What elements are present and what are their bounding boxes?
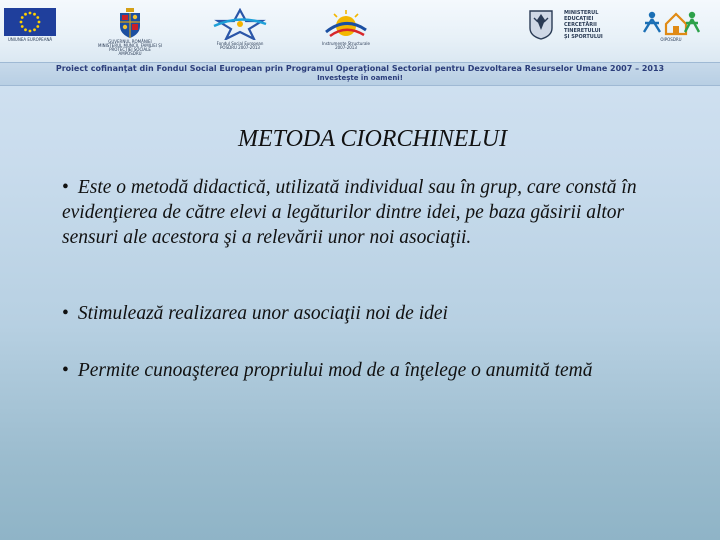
government-logo — [98, 8, 162, 56]
project-banner — [0, 62, 720, 86]
bullet-text: Este o metodă didactică, utilizată individual sau în grup, care constă în evidenţierea de către elevi a legăturilor dintre idei, pe baza găsirii altor sensuri ale acestora şi a relevării unor noi asociaţii. — [62, 177, 637, 248]
bullet-icon: • — [62, 303, 69, 324]
bullet-item-understanding — [62, 358, 662, 383]
bullet-item-definition — [62, 175, 662, 250]
structural-caption: Instrumente Structurale 2007-2013 — [322, 41, 370, 50]
bullet-icon: • — [62, 177, 69, 198]
oiposdru-logo — [640, 8, 702, 42]
bullet-text: Stimulează realizarea unor asociaţii noi de idei — [77, 303, 448, 324]
sun-icon — [324, 8, 368, 40]
ministry-text: MINISTERUL EDUCAȚIEI CERCETĂRII TINERETULUI ȘI SPORTULUI — [564, 10, 603, 40]
eu-logo — [4, 8, 56, 42]
houses-icon — [640, 8, 702, 36]
ministry-crest-logo — [528, 8, 554, 40]
header-banner — [0, 0, 720, 62]
oiposdru-caption: OIPOSDRU — [660, 37, 682, 42]
coat-of-arms-icon — [119, 8, 141, 38]
eu-flag-icon — [4, 8, 56, 36]
bullet-item-associations — [62, 301, 662, 326]
project-funding-text: Proiect cofinanţat din Fondul Social European prin Programul Operaţional Sectorial pentru Dezvoltarea Resurselor Umane 2007 – 2013 — [55, 64, 665, 73]
ministry-name-logo — [564, 10, 622, 40]
fse-caption: Fondul Social European POSDRU 2007-2013 — [216, 41, 264, 50]
slide-title: METODA CIORCHINELUI — [238, 126, 508, 152]
eu-caption: UNIUNEA EUROPEANĂ — [7, 37, 53, 42]
structural-instruments-logo — [322, 8, 370, 50]
ministry-crest-icon — [528, 8, 554, 40]
government-caption: GUVERNUL ROMÂNIEI MINISTERUL MUNCII, FAMILIEI ȘI PROTECȚIEI SOCIALE AMPOSDRU — [98, 39, 162, 56]
bullet-icon: • — [62, 360, 69, 381]
fse-logo — [210, 8, 270, 50]
bullet-text: Permite cunoaşterea propriului mod de a înţelege o anumită temă — [77, 360, 593, 381]
project-motto-text: Investeşte în oameni! — [317, 74, 403, 82]
star-icon — [210, 8, 270, 40]
